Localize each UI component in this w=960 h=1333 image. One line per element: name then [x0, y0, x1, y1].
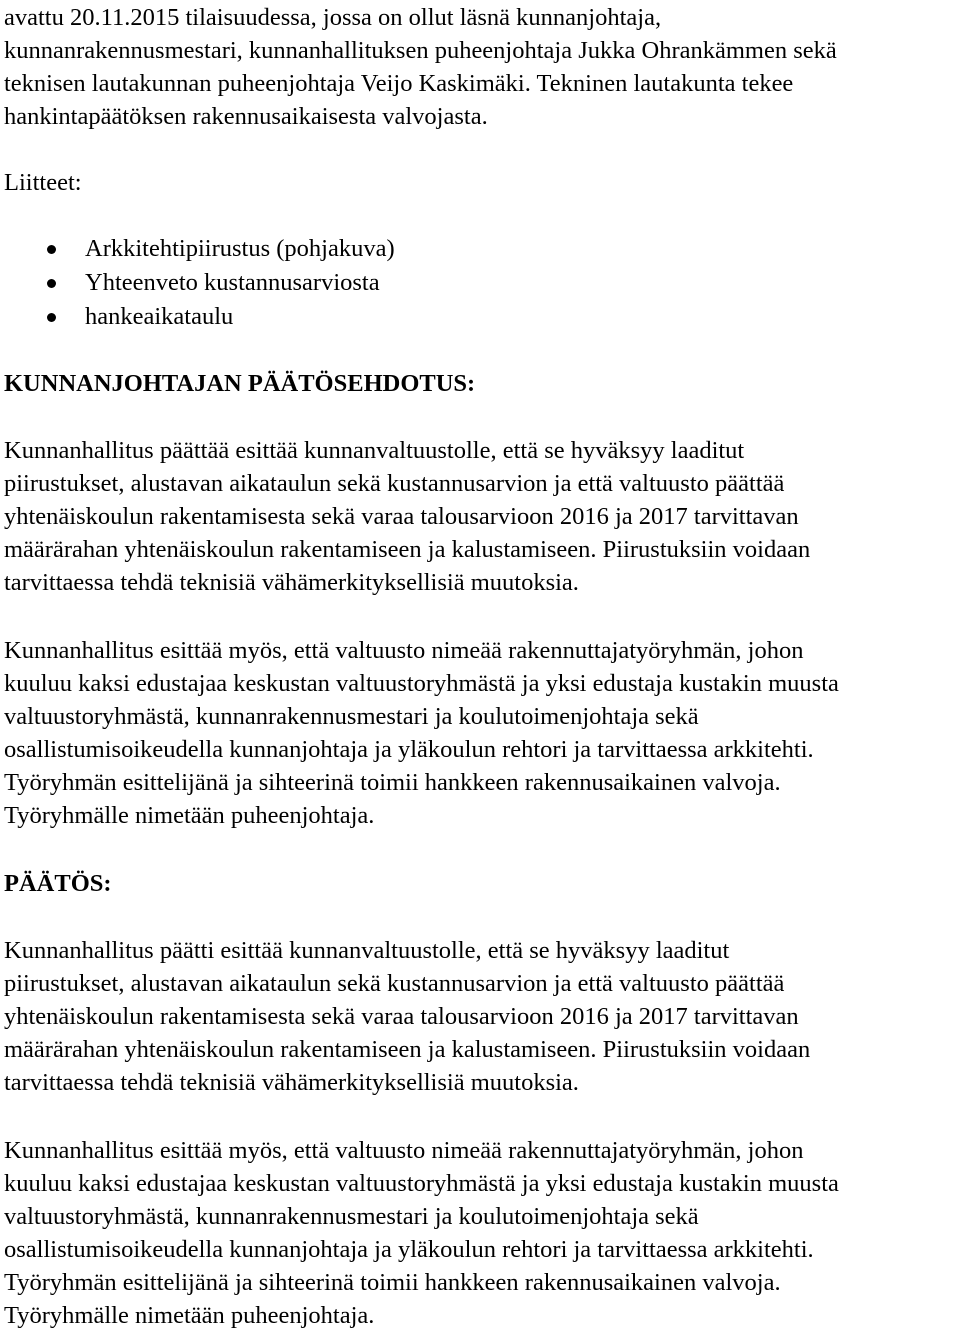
bullet-icon: [47, 279, 56, 288]
text-line: määrärahan yhtenäiskoulun rakentamiseen ja kalustamiseen. Piirustuksiin voidaan: [4, 1036, 811, 1063]
decision-heading: PÄÄTÖS:: [4, 870, 112, 897]
text-line: Työryhmän esittelijänä ja sihteerinä toimii hankkeen rakennusaikainen valvoja.: [4, 769, 781, 796]
bullet-icon: [47, 245, 56, 254]
text-line: osallistumisoikeudella kunnanjohtaja ja yläkoulun rehtori ja tarvittaessa arkkitehti.: [4, 736, 814, 763]
text-line: hankintapäätöksen rakennusaikaisesta valvojasta.: [4, 103, 488, 130]
text-line: tarvittaessa tehdä teknisiä vähämerkityksellisiä muutoksia.: [4, 569, 579, 596]
text-line: valtuustoryhmästä, kunnanrakennusmestari ja koulutoimenjohtaja sekä: [4, 703, 699, 730]
text-line: Kunnanhallitus päätti esittää kunnanvaltuustolle, että se hyväksyy laaditut: [4, 937, 730, 964]
text-line: määrärahan yhtenäiskoulun rakentamiseen ja kalustamiseen. Piirustuksiin voidaan: [4, 536, 811, 563]
bullet-icon: [47, 313, 56, 322]
attachment-label: Arkkitehtipiirustus (pohjakuva): [85, 235, 395, 262]
text-line: osallistumisoikeudella kunnanjohtaja ja yläkoulun rehtori ja tarvittaessa arkkitehti.: [4, 1236, 814, 1263]
text-line: avattu 20.11.2015 tilaisuudessa, jossa on ollut läsnä kunnanjohtaja,: [4, 4, 662, 31]
attachments-label: Liitteet:: [4, 169, 82, 196]
attachment-label: hankeaikataulu: [85, 303, 234, 330]
text-line: Kunnanhallitus päättää esittää kunnanvaltuustolle, että se hyväksyy laaditut: [4, 437, 745, 464]
text-line: teknisen lautakunnan puheenjohtaja Veijo Kaskimäki. Tekninen lautakunta tekee: [4, 70, 794, 97]
text-line: kuuluu kaksi edustajaa keskustan valtuustoryhmästä ja yksi edustaja kustakin muusta: [4, 1170, 839, 1197]
text-line: piirustukset, alustavan aikataulun sekä kustannusarvion ja että valtuusto päättää: [4, 470, 785, 497]
text-line: Työryhmälle nimetään puheenjohtaja.: [4, 802, 375, 829]
text-line: yhtenäiskoulun rakentamisesta sekä varaa talousarvioon 2016 ja 2017 tarvittavan: [4, 1003, 799, 1030]
text-line: Työryhmän esittelijänä ja sihteerinä toimii hankkeen rakennusaikainen valvoja.: [4, 1269, 781, 1296]
text-line: Työryhmälle nimetään puheenjohtaja.: [4, 1302, 375, 1329]
text-line: kunnanrakennusmestari, kunnanhallituksen puheenjohtaja Jukka Ohrankämmen sekä: [4, 37, 837, 64]
text-line: yhtenäiskoulun rakentamisesta sekä varaa talousarvioon 2016 ja 2017 tarvittavan: [4, 503, 799, 530]
attachment-label: Yhteenveto kustannusarviosta: [85, 269, 380, 296]
text-line: Kunnanhallitus esittää myös, että valtuusto nimeää rakennuttajatyöryhmän, johon: [4, 1137, 804, 1164]
proposal-heading: KUNNANJOHTAJAN PÄÄTÖSEHDOTUS:: [4, 370, 476, 397]
text-line: Kunnanhallitus esittää myös, että valtuusto nimeää rakennuttajatyöryhmän, johon: [4, 637, 804, 664]
text-line: tarvittaessa tehdä teknisiä vähämerkityksellisiä muutoksia.: [4, 1069, 579, 1096]
text-line: valtuustoryhmästä, kunnanrakennusmestari ja koulutoimenjohtaja sekä: [4, 1203, 699, 1230]
text-line: kuuluu kaksi edustajaa keskustan valtuustoryhmästä ja yksi edustaja kustakin muusta: [4, 670, 839, 697]
text-line: piirustukset, alustavan aikataulun sekä kustannusarvion ja että valtuusto päättää: [4, 970, 785, 997]
